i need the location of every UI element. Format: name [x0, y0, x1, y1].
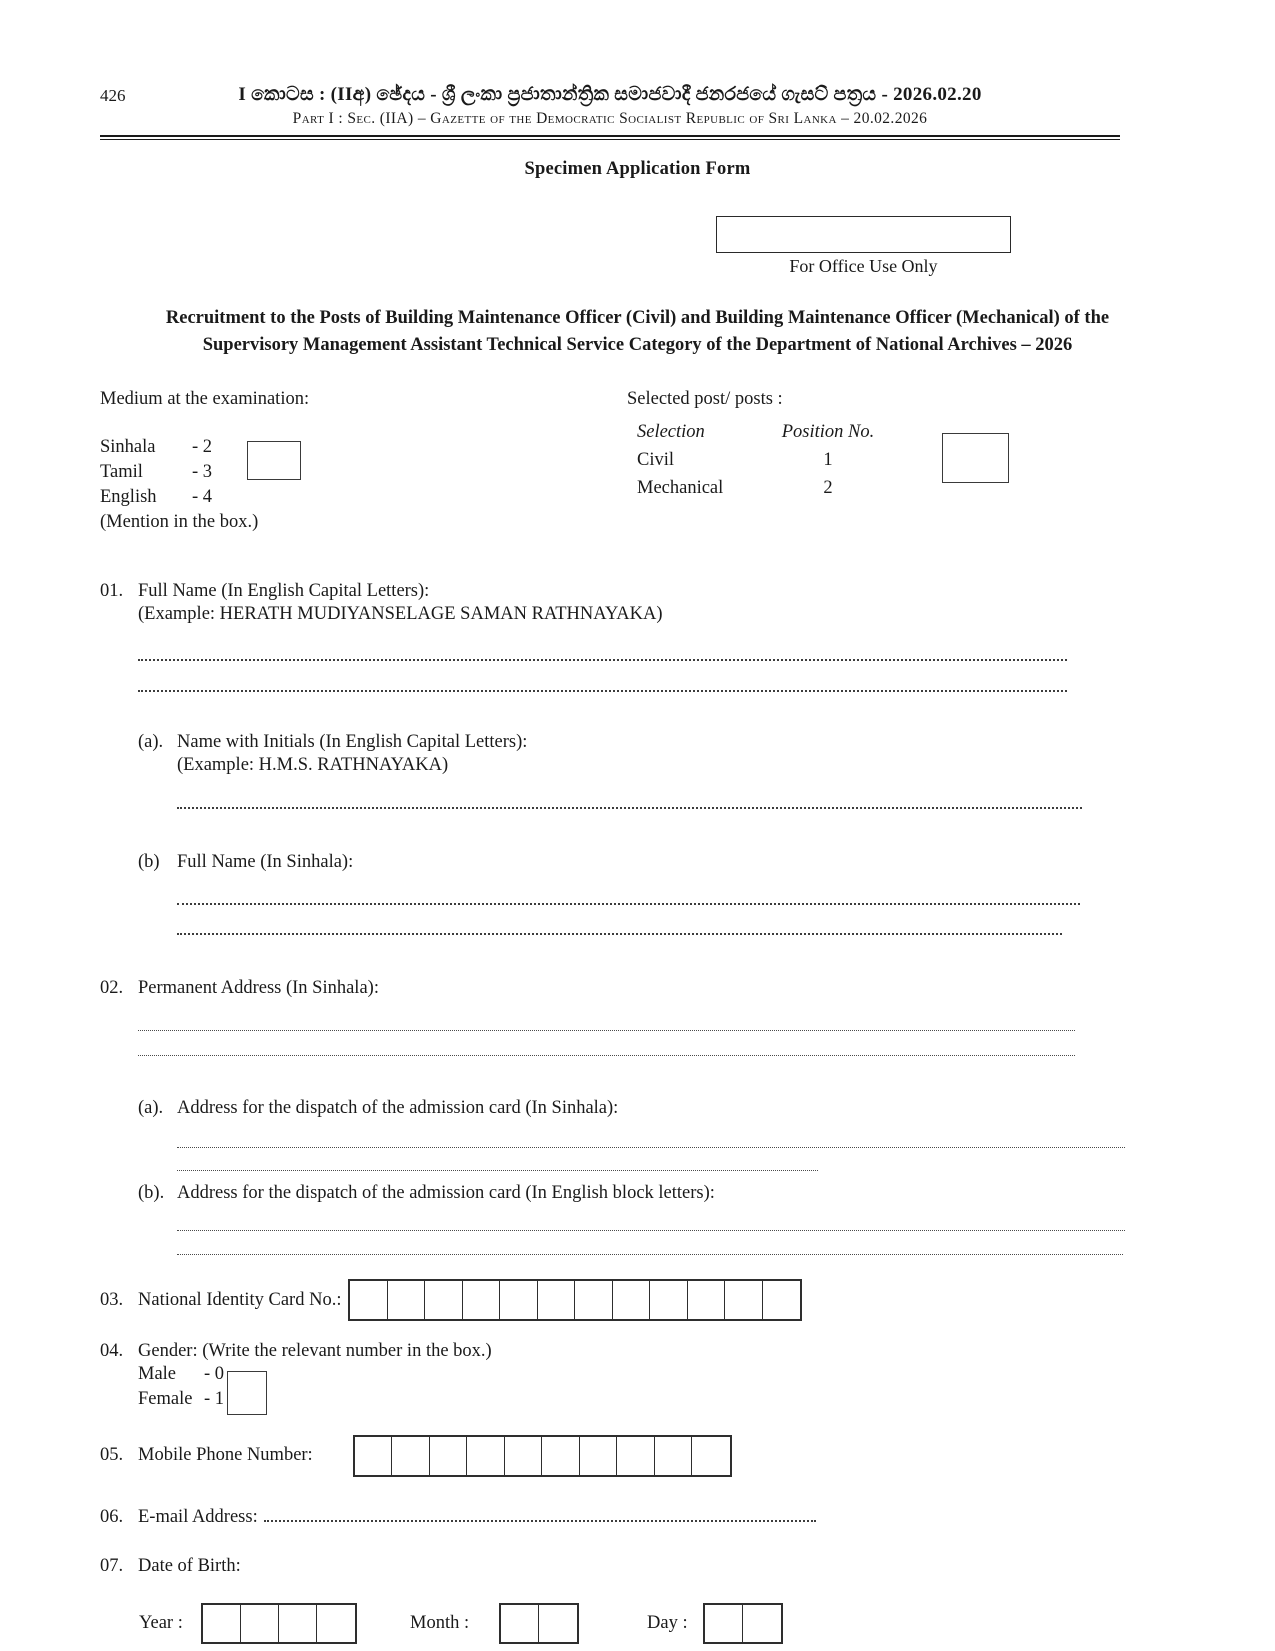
recruitment-heading: Recruitment to the Posts of Building Maintenance Officer (Civil) and Building Maintenance Officer (Mechanical) of the Supervisory Management Assistant Technical Service Category of the Department of National Archives – 2026: [165, 308, 1110, 355]
gender-option-name: Male: [138, 1364, 177, 1385]
question-07: [100, 1556, 1275, 1577]
selection-value: Mechanical: [637, 477, 724, 498]
char-box[interactable]: [688, 1281, 726, 1319]
question-04: [100, 1341, 1275, 1412]
char-box[interactable]: [350, 1281, 388, 1319]
char-box[interactable]: [538, 1281, 576, 1319]
char-box[interactable]: [430, 1437, 468, 1475]
question-label: Full Name (In Sinhala):: [177, 852, 354, 873]
medium-options: [100, 435, 627, 536]
question-06: [100, 1507, 1275, 1528]
day-boxes: [703, 1603, 783, 1644]
selected-post-entry-box[interactable]: [942, 433, 1009, 483]
question-number: 04.: [100, 1341, 124, 1362]
char-box[interactable]: [575, 1281, 613, 1319]
question-02b: [138, 1183, 1275, 1255]
char-box[interactable]: [392, 1437, 430, 1475]
header-divider: [100, 135, 1120, 140]
position-value: 1: [823, 449, 833, 470]
office-use-label: For Office Use Only: [789, 256, 938, 276]
question-label: Address for the dispatch of the admission card (In Sinhala):: [177, 1098, 619, 1119]
selected-post-header-row: [637, 422, 1147, 443]
page-header: [100, 84, 1120, 140]
question-number: (a).: [138, 1098, 164, 1119]
char-box[interactable]: [203, 1605, 241, 1642]
char-box[interactable]: [613, 1281, 651, 1319]
medium-entry-box[interactable]: [247, 441, 301, 480]
question-02: [100, 978, 1275, 1255]
medium-option-name: Sinhala: [100, 436, 156, 457]
medium-and-post-section: [100, 389, 1275, 536]
office-use-box[interactable]: [716, 216, 1011, 253]
question-number: (b): [138, 852, 160, 873]
medium-option-tamil: [100, 460, 627, 485]
question-number: 03.: [100, 1289, 124, 1310]
question-number: 06.: [100, 1506, 124, 1527]
char-box[interactable]: [539, 1605, 577, 1642]
char-box[interactable]: [317, 1605, 355, 1642]
gender-option-male: [138, 1362, 1275, 1387]
name-with-initials-line[interactable]: [177, 807, 1082, 809]
gender-option-code: - 0: [204, 1364, 225, 1385]
gazette-page: [0, 84, 1275, 1651]
question-01b: [138, 852, 1275, 935]
question-number: 05.: [100, 1445, 124, 1466]
selected-post-column: [627, 389, 1147, 536]
question-number: (b).: [138, 1183, 165, 1204]
position-column-header: Position No.: [781, 421, 875, 442]
selected-post-table: [637, 422, 1147, 499]
medium-column: [100, 389, 627, 536]
day-label: Day :: [647, 1612, 688, 1633]
char-box[interactable]: [542, 1437, 580, 1475]
medium-option-sinhala: [100, 435, 627, 460]
medium-note: (Mention in the box.): [100, 512, 259, 533]
selected-post-row-civil: [637, 450, 1147, 471]
char-box[interactable]: [388, 1281, 426, 1319]
position-value: 2: [823, 477, 833, 498]
medium-option-code: - 2: [192, 436, 213, 457]
date-of-birth-row: [139, 1603, 1275, 1644]
question-label: Permanent Address (In Sinhala):: [138, 978, 379, 999]
char-box[interactable]: [463, 1281, 501, 1319]
question-label: Date of Birth:: [138, 1555, 241, 1576]
char-box[interactable]: [655, 1437, 693, 1475]
admission-card-address-sinhala-line-2[interactable]: [177, 1170, 818, 1171]
question-label: Mobile Phone Number:: [138, 1445, 313, 1466]
year-boxes: [201, 1603, 357, 1644]
permanent-address-line-1[interactable]: [138, 1030, 1075, 1031]
char-box[interactable]: [650, 1281, 688, 1319]
char-box[interactable]: [505, 1437, 543, 1475]
medium-option-code: - 3: [192, 461, 213, 482]
question-number: 07.: [100, 1555, 124, 1576]
question-01: [100, 581, 1275, 935]
char-box[interactable]: [467, 1437, 505, 1475]
selection-column-header: Selection: [637, 421, 705, 442]
question-05: [100, 1435, 1275, 1477]
question-label: Full Name (In English Capital Letters):: [138, 581, 430, 602]
admission-card-address-sinhala-line-1[interactable]: [177, 1147, 1125, 1148]
full-name-line-2[interactable]: [138, 690, 1067, 692]
question-01a: [138, 732, 1275, 809]
medium-label: Medium at the examination:: [100, 388, 310, 409]
gender-entry-box[interactable]: [227, 1371, 267, 1415]
question-number: 01.: [100, 581, 124, 602]
medium-option-english: [100, 485, 627, 510]
month-boxes: [499, 1603, 579, 1644]
month-label: Month :: [410, 1612, 470, 1633]
char-box[interactable]: [743, 1605, 781, 1642]
question-02a: [138, 1098, 1275, 1171]
char-box[interactable]: [705, 1605, 743, 1642]
question-03: [100, 1279, 1275, 1321]
admission-card-address-english-line-2[interactable]: [177, 1254, 1123, 1255]
char-box[interactable]: [617, 1437, 655, 1475]
gazette-title-sinhala: I කොටස : (IIඅ) ඡේදය - ශ්‍රී ලංකා ප්‍රජාතාන්ත්‍රික සමාජවාදී ජනරජයේ ගැසට් පත්‍රය - 2026.02.20: [238, 84, 982, 105]
medium-option-name: Tamil: [100, 461, 143, 482]
char-box[interactable]: [763, 1281, 801, 1319]
full-name-sinhala-line-1[interactable]: [177, 903, 1080, 905]
gender-option-code: - 1: [204, 1389, 225, 1410]
nic-number-boxes: [348, 1279, 802, 1321]
char-box[interactable]: [580, 1437, 618, 1475]
question-label: National Identity Card No.:: [138, 1289, 342, 1310]
question-label: Gender: (Write the relevant number in the box.): [138, 1341, 492, 1362]
full-name-line-1[interactable]: [138, 659, 1067, 661]
char-box[interactable]: [425, 1281, 463, 1319]
gazette-title-english: Part I : Sec. (IIA) – Gazette of the Democratic Socialist Republic of Sri Lanka – 20.02.2026: [292, 110, 928, 127]
medium-option-code: - 4: [192, 486, 213, 507]
office-use-section: [716, 216, 1011, 277]
selected-post-row-mechanical: [637, 478, 1147, 499]
char-box[interactable]: [241, 1605, 279, 1642]
selection-value: Civil: [637, 449, 675, 470]
permanent-address-line-2[interactable]: [138, 1055, 1075, 1056]
gender-option-name: Female: [138, 1389, 193, 1410]
medium-option-name: English: [100, 486, 157, 507]
full-name-sinhala-line-2[interactable]: [177, 933, 1062, 935]
question-example: (Example: HERATH MUDIYANSELAGE SAMAN RATHNAYAKA): [138, 604, 663, 625]
gender-option-female: [138, 1387, 1275, 1412]
char-box[interactable]: [501, 1605, 539, 1642]
char-box[interactable]: [355, 1437, 393, 1475]
question-number: (a).: [138, 732, 164, 753]
question-label: E-mail Address:: [138, 1506, 258, 1527]
selected-post-label: Selected post/ posts :: [627, 388, 783, 409]
question-label: Address for the dispatch of the admission card (In English block letters):: [177, 1183, 715, 1204]
question-label: Name with Initials (In English Capital Letters):: [177, 732, 528, 753]
form-title: Specimen Application Form: [524, 159, 751, 179]
mobile-number-boxes: [353, 1435, 732, 1477]
email-address-line[interactable]: [264, 1508, 816, 1522]
question-example: (Example: H.M.S. RATHNAYAKA): [177, 755, 449, 776]
page-number: 426: [100, 86, 126, 105]
char-box[interactable]: [692, 1437, 730, 1475]
question-number: 02.: [100, 978, 124, 999]
admission-card-address-english-line-1[interactable]: [177, 1230, 1125, 1231]
year-label: Year :: [139, 1612, 183, 1633]
char-box[interactable]: [725, 1281, 763, 1319]
char-box[interactable]: [500, 1281, 538, 1319]
char-box[interactable]: [279, 1605, 317, 1642]
